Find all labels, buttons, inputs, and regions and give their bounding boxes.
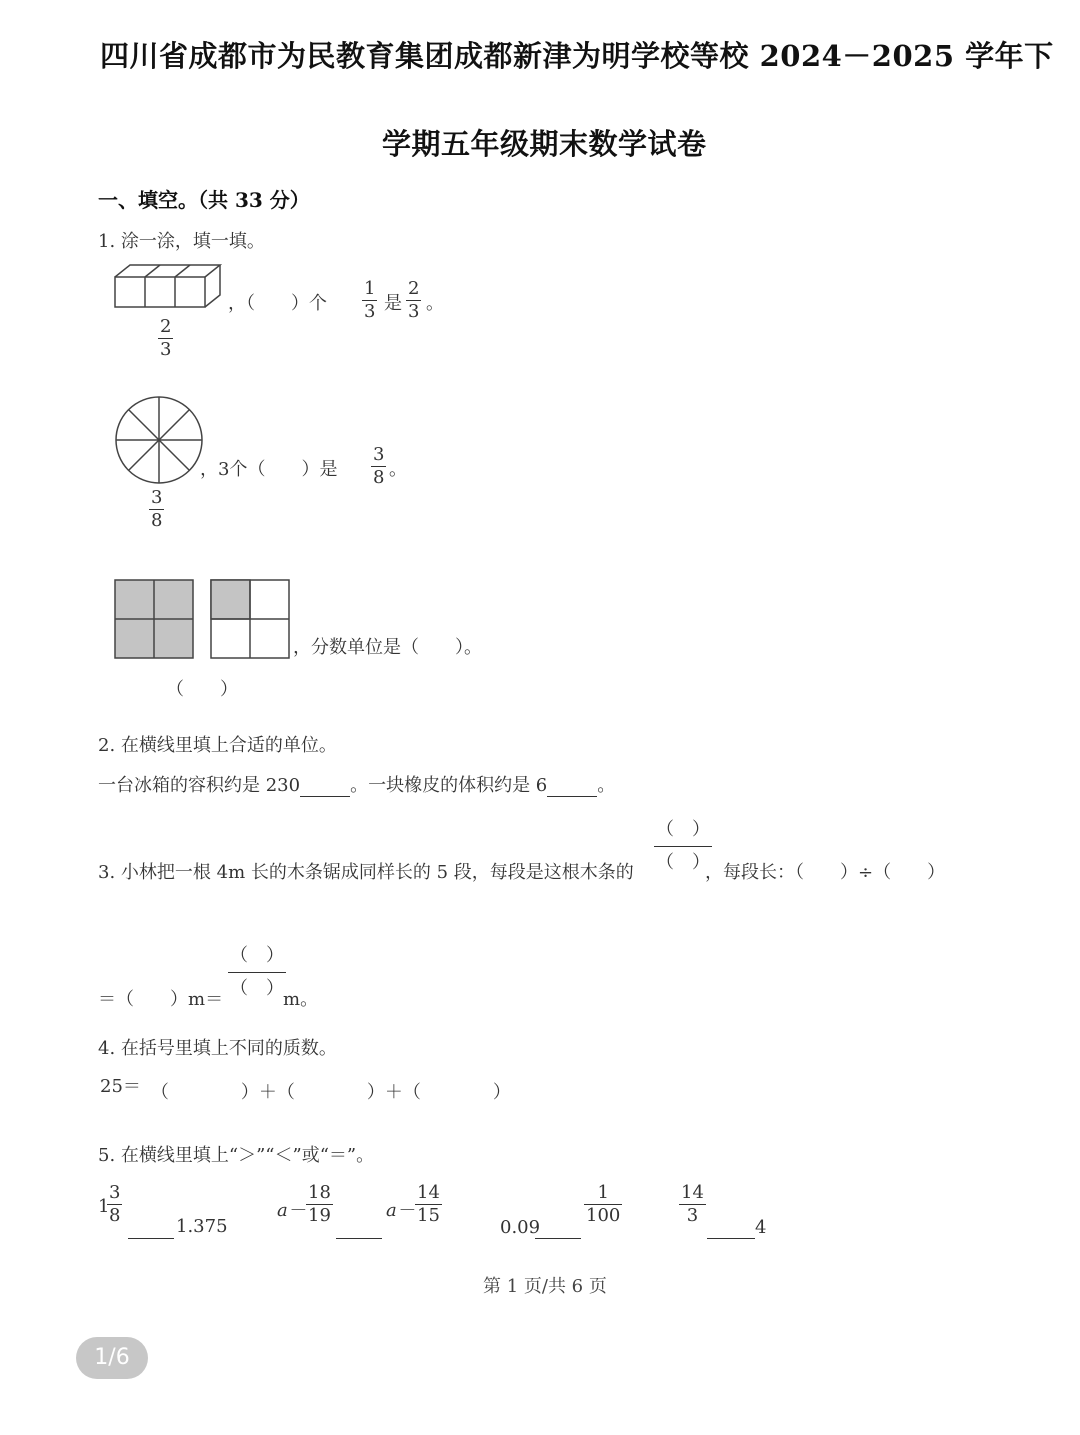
q5-item3-fraction: 14 15: [417, 1182, 440, 1226]
q1-squares-blank: （ ）: [166, 679, 238, 700]
q5-item1-whole: 1: [98, 1196, 110, 1217]
q5-item4-fraction: 1 100: [586, 1182, 621, 1226]
q1-prompt: 1. 涂一涂，填一填。: [98, 231, 265, 252]
q1-line2-text: ，3个（ ）是: [200, 459, 338, 480]
q1-line3-text: ，分数单位是（ ）。: [293, 637, 482, 658]
cuboid-figure: [112, 262, 227, 310]
q5-item2-fraction: 18 19: [308, 1182, 331, 1226]
q1-line1-fraction-b: 2 3: [408, 278, 420, 322]
q5-item5-fraction: 14 3: [681, 1182, 704, 1226]
q2-blank-1[interactable]: [300, 775, 350, 797]
q5-item5-blank[interactable]: [707, 1238, 755, 1239]
q5-item2-prefix: a－: [277, 1200, 306, 1221]
q5-item1-right: 1.375: [176, 1216, 228, 1237]
q5-item4-blank[interactable]: [535, 1238, 581, 1239]
q5-prompt: 5. 在横线里填上“＞”“＜”或“＝”。: [98, 1145, 375, 1166]
q3-after-text: ，每段长：（ ）÷（ ）: [705, 862, 946, 883]
page-title-line2: 学期五年级期末数学试卷: [382, 127, 707, 161]
q4-prompt: 4. 在括号里填上不同的质数。: [98, 1038, 337, 1059]
q2-blank-2[interactable]: [547, 775, 597, 797]
q3-text: 3. 小林把一根 4m 长的木条锯成同样长的 5 段，每段是这根木条的: [98, 862, 634, 883]
q5-item1-fraction: 3 8: [109, 1182, 121, 1226]
section-heading: 一、填空。（共 33 分）: [98, 188, 310, 212]
q1-line1-end: 。: [426, 293, 444, 314]
q5-item3-prefix: a－: [386, 1200, 415, 1221]
q3-line2-text: ＝（ ）m＝: [98, 989, 224, 1010]
squares-figure: [112, 577, 294, 661]
q1-line2-fraction: 3 8: [373, 444, 385, 488]
q5-item1-blank[interactable]: [128, 1238, 174, 1239]
q1-line1-fraction-a: 1 3: [364, 278, 376, 322]
q5-item4-left: 0.09: [500, 1217, 541, 1238]
q3-line2-fraction-blank[interactable]: （ ） （ ）: [228, 940, 286, 1005]
q2-sentence: 一台冰箱的容积约是 230 。一块橡皮的体积约是 6 。: [98, 775, 616, 796]
q1-line1-text: ，（ ）个: [228, 293, 327, 314]
circle-fraction-label: 3 8: [151, 487, 163, 531]
q5-item5-right: 4: [755, 1217, 767, 1238]
q3-line2-unit: m。: [283, 989, 319, 1010]
circle-figure: [112, 394, 206, 488]
q5-item2-blank[interactable]: [336, 1238, 382, 1239]
q2-prompt: 2. 在横线里填上合适的单位。: [98, 735, 337, 756]
cuboid-fraction-label: 2 3: [160, 316, 172, 360]
page-title-line1: 四川省成都市为民教育集团成都新津为明学校等校 2024－2025 学年下: [100, 39, 1054, 73]
page-footer: 第 1 页/共 6 页: [483, 1276, 607, 1297]
q4-equation: 25＝ （ ）＋（ ）＋（ ）: [100, 1076, 511, 1103]
page-indicator: 1/6: [76, 1337, 148, 1379]
q1-line2-end: 。: [389, 459, 407, 480]
q1-line1-mid: 是: [384, 293, 402, 314]
q3-fraction-blank[interactable]: （ ） （ ）: [654, 814, 712, 879]
